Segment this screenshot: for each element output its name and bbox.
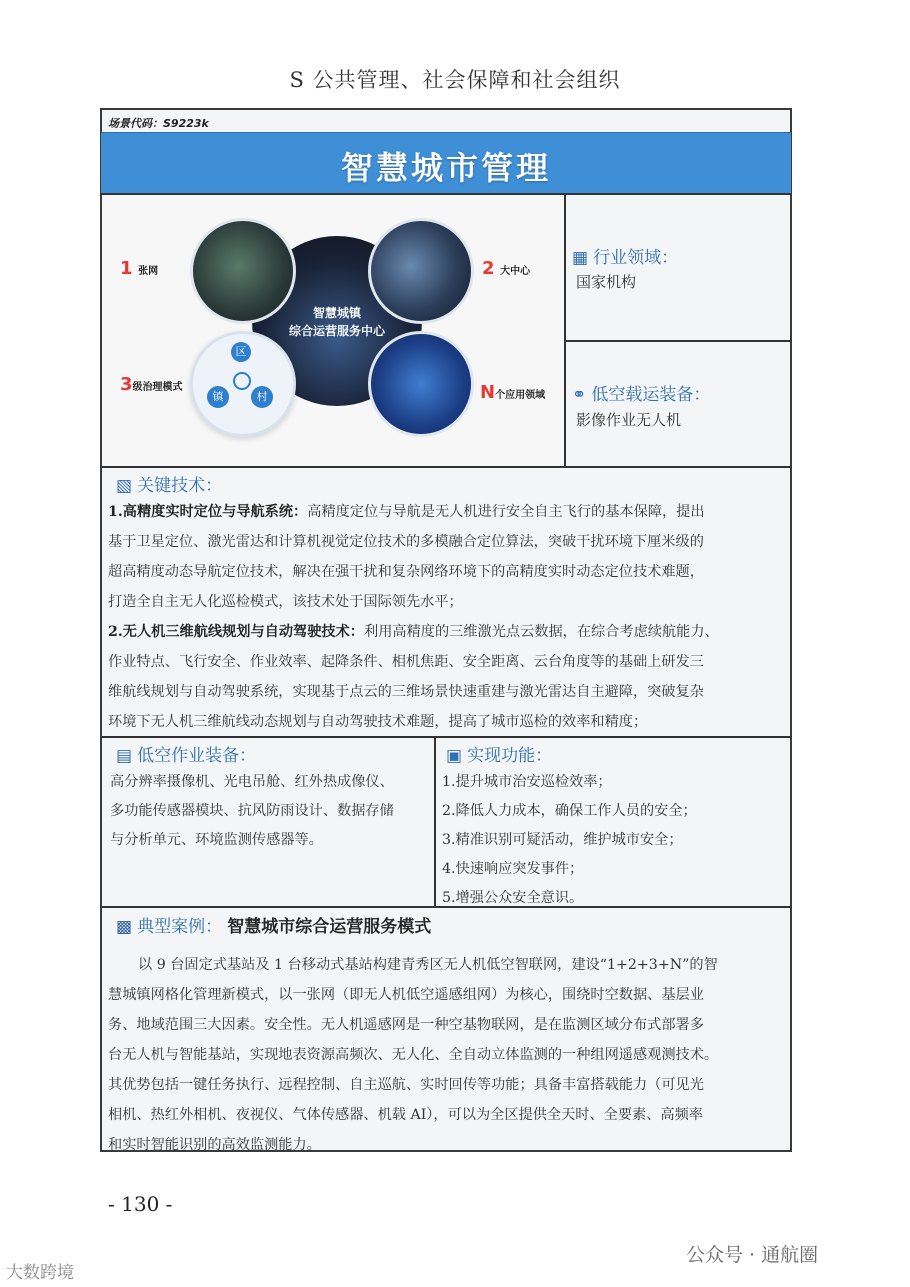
center-title-1: 智慧城镇 xyxy=(312,306,361,320)
function-item: 3.精准识别可疑活动，维护城市安全； xyxy=(442,832,683,848)
divider-case-top xyxy=(101,906,791,908)
functions-list xyxy=(442,768,782,913)
case-line: 务、地域范围三大因素。安全性。无人机遥感网是一种空基物联网，是在监测区域分布式部署多 xyxy=(108,1017,704,1033)
case-line: 相机、热红外相机、夜视仪、气体传感器、机载 AI），可以为全区提供全天时、全要素、高频率 xyxy=(108,1107,703,1123)
tech-2-title: 2.无人机三维航线规划与自动驾驶技术： xyxy=(108,624,364,640)
case-title: 智慧城市综合运营服务模式 xyxy=(227,917,432,937)
carrier-heading xyxy=(572,380,710,405)
title-band xyxy=(101,132,791,195)
grid-icon: ▦ xyxy=(572,248,589,268)
functions-label: 实现功能： xyxy=(467,746,553,766)
industry-value: 国家机构 xyxy=(576,273,637,291)
page-number: - 130 - xyxy=(108,1192,173,1216)
tech-2-line1: 利用高精度的三维激光点云数据，在综合考虑续航能力、 xyxy=(364,624,719,640)
function-item: 5.增强公众安全意识。 xyxy=(442,890,584,906)
equipment-label: 低空作业装备： xyxy=(137,746,257,766)
app-domains-image xyxy=(368,331,474,437)
cube-icon: ▣ xyxy=(446,746,463,766)
case-line: 台无人机与智能基站，实现地表资源高频次、无人化、全自动立体监测的一种组网遥感观测技术。 xyxy=(108,1047,719,1063)
cycle-icon xyxy=(233,372,251,390)
node-cun: 村 xyxy=(251,386,273,408)
equipment-body xyxy=(110,768,430,855)
key-tech-label: 关键技术： xyxy=(137,476,223,496)
equipment-heading xyxy=(116,741,256,766)
tech-1-line1: 高精度定位与导航是无人机进行安全自主飞行的基本保障，提出 xyxy=(307,504,705,520)
case-line: 和实时智能识别的高效监测能力。 xyxy=(108,1137,321,1153)
tech-2-line3: 维航线规划与自动驾驶系统，实现基于点云的三维场景快速重建与激光雷达自主避障，突破复杂 xyxy=(108,684,704,700)
code-icon: ▧ xyxy=(116,476,133,496)
drone-icon: ⚭ xyxy=(572,385,587,405)
governance-diagram xyxy=(190,331,296,437)
case-line: 慧城镇网格化管理新模式，以一张网（即无人机低空遥感组网）为核心，围绕时空数据、基层业 xyxy=(108,987,704,1003)
equipment-line3: 与分析单元、环境监测传感器等。 xyxy=(110,832,323,848)
label-1-text: 张网 xyxy=(138,266,159,277)
function-item: 1.提升城市治安巡检效率； xyxy=(442,774,612,790)
tech-1-line2: 基于卫星定位、激光雷达和计算机视觉定位技术的多模融合定位算法，突破干扰环境下厘米级的 xyxy=(108,534,704,550)
key-tech-body xyxy=(108,497,786,737)
page-header: S 公共管理、社会保障和社会组织 xyxy=(289,68,621,92)
tech-1-line4: 打造全自主无人化巡检模式，该技术处于国际领先水平； xyxy=(108,594,463,610)
building-icon: ▩ xyxy=(116,917,133,937)
network-globe-image xyxy=(190,218,296,324)
case-heading xyxy=(116,912,431,937)
label-2-num: 2 xyxy=(482,258,495,279)
label-n-text: 个应用领域 xyxy=(495,390,546,401)
case-line: 以 9 台固定式基站及 1 台移动式基站构建青秀区无人机低空智联网，建设“1+2+3+N”的智 xyxy=(138,957,718,973)
card-title: 智慧城市管理 xyxy=(340,149,551,187)
scene-code: 场景代码：S9223k xyxy=(108,117,209,130)
equipment-line1: 高分辨率摄像机、光电吊舱、红外热成像仪、 xyxy=(110,774,394,790)
divider-vertical-top xyxy=(564,195,566,467)
watermark-right: 公众号 · 通航圈 xyxy=(686,1244,819,1266)
industry-label: 行业领域： xyxy=(593,248,679,268)
tech-2-line4: 环境下无人机三维航线动态规划与自动驾驶技术难题，提高了城市巡检的效率和精度； xyxy=(108,714,648,730)
case-line: 其优势包括一键任务执行、远程控制、自主巡航、实时回传等功能；具备丰富搭载能力（可见光 xyxy=(108,1077,704,1093)
label-2-text: 大中心 xyxy=(500,266,531,277)
carrier-label: 低空载运装备： xyxy=(591,385,711,405)
label-1-num: 1 xyxy=(120,258,133,279)
carrier-value: 影像作业无人机 xyxy=(576,411,682,429)
label-3-text: 级治理模式 xyxy=(132,382,183,393)
tech-1-line3: 超高精度动态导航定位技术，解决在强干扰和复杂网络环境下的高精度实时动态定位技术难题， xyxy=(108,564,704,580)
case-label: 典型案例： xyxy=(137,917,223,937)
label-n-num: N xyxy=(480,382,496,403)
divider-right-middle xyxy=(565,340,791,342)
center-title-2: 综合运营服务中心 xyxy=(288,324,385,338)
divider-image-bottom xyxy=(101,466,791,468)
scene-illustration xyxy=(102,196,564,466)
divider-vertical-bottom xyxy=(434,737,436,907)
control-center-image xyxy=(368,218,474,324)
functions-heading xyxy=(446,741,552,766)
divider-tech-bottom xyxy=(101,736,791,738)
industry-heading xyxy=(572,243,678,268)
node-zhen: 镇 xyxy=(207,386,229,408)
monitor-icon: ▤ xyxy=(116,746,133,766)
tech-1-title: 1.高精度实时定位与导航系统： xyxy=(108,504,308,520)
watermark-left: 大数跨境 xyxy=(6,1263,74,1283)
function-item: 4.快速响应突发事件； xyxy=(442,861,584,877)
key-tech-heading xyxy=(116,471,222,496)
label-3-num: 3 xyxy=(120,374,133,395)
case-body xyxy=(108,950,786,1160)
tech-2-line2: 作业特点、飞行安全、作业效率、起降条件、相机焦距、安全距离、云台角度等的基础上研发三 xyxy=(108,654,704,670)
equipment-line2: 多功能传感器模块、抗风防雨设计、数据存储 xyxy=(110,803,394,819)
function-item: 2.降低人力成本，确保工作人员的安全； xyxy=(442,803,697,819)
node-qu: 区 xyxy=(231,342,251,362)
